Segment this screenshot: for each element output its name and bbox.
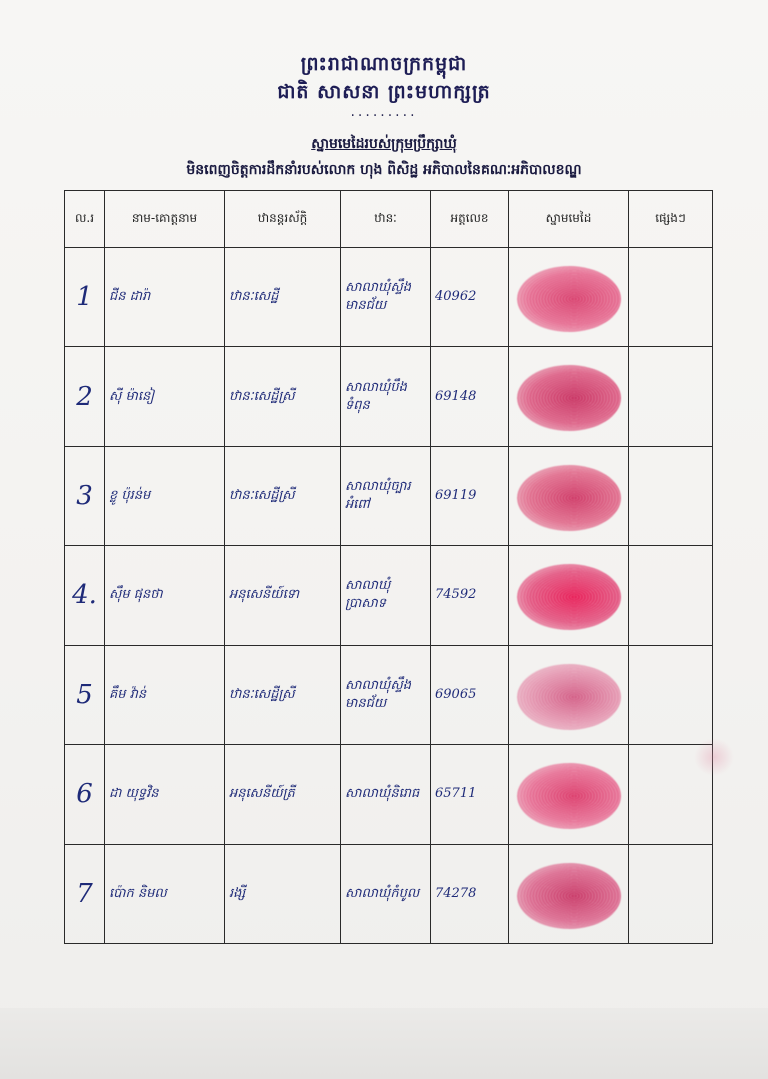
position-cell (341, 446, 431, 545)
row-no-cell (65, 248, 105, 347)
ink-smudge (694, 738, 734, 776)
rank-cell (225, 248, 341, 347)
header-name: នាម-គោត្តនាម (105, 191, 225, 248)
position-cell (341, 248, 431, 347)
thumbprint (517, 863, 621, 929)
row-number: 4. (72, 580, 97, 611)
thumbprint (517, 664, 621, 730)
header-rank: ឋានន្តរស័ក្តិ (225, 191, 341, 248)
table-row (65, 844, 713, 943)
member-name: ស៊ឹម ផុនថា (109, 587, 163, 603)
rank-cell (225, 546, 341, 645)
position-cell (341, 645, 431, 744)
document-subtitle: មិនពេញចិត្តការដឹកនាំរបស់លោក ហុង ពិសិដ្ឋ អភិបាលនៃគណៈអភិបាលខណ្ឌ (186, 162, 582, 178)
member-rank: អនុសេនីយ៍ត្រី (229, 786, 295, 802)
id-cell (431, 248, 509, 347)
position-cell (341, 546, 431, 645)
table-row (65, 645, 713, 744)
member-name: សុី ម៉ានៀ (109, 388, 155, 404)
header-thumbprint: ស្នាមមេដៃ (509, 191, 629, 248)
id-cell (431, 446, 509, 545)
member-position: សាលាឃុំបឹងទំពុន (345, 379, 407, 413)
row-number: 6 (76, 779, 93, 810)
other-cell (629, 645, 713, 744)
position-cell (341, 844, 431, 943)
header-ornament: ......... (350, 104, 418, 120)
other-cell (629, 248, 713, 347)
name-cell (105, 745, 225, 844)
thumbprint (517, 365, 621, 431)
id-cell (431, 546, 509, 645)
thumbprint-table (64, 190, 713, 944)
row-no-cell (65, 446, 105, 545)
thumbprint-cell (509, 645, 629, 744)
thumbprint (517, 763, 621, 829)
row-no-cell (65, 645, 105, 744)
member-position: សាលាឃុំស្ទឹងមានជ័យ (345, 280, 412, 314)
thumbprint (517, 465, 621, 531)
member-id: 40962 (435, 289, 477, 305)
member-name: ខ្លូ ប៉ុរន់ម (109, 488, 151, 504)
table-row (65, 546, 713, 645)
member-rank: រង្សី (229, 885, 246, 901)
thumbprint-cell (509, 248, 629, 347)
row-number: 1 (76, 282, 93, 313)
rank-cell (225, 844, 341, 943)
id-cell (431, 844, 509, 943)
page-bottom-edge (0, 1008, 768, 1079)
row-number: 5 (76, 679, 93, 710)
row-no-cell (65, 844, 105, 943)
id-cell (431, 745, 509, 844)
table-row (65, 446, 713, 545)
document-title: ស្នាមមេដៃរបស់ក្រុមប្រឹក្សាឃុំ (311, 136, 457, 152)
table-row (65, 248, 713, 347)
member-name: ប៉ោក និមល (109, 885, 167, 901)
thumbprint-cell (509, 546, 629, 645)
thumbprint-cell (509, 347, 629, 446)
rank-cell (225, 645, 341, 744)
position-cell (341, 745, 431, 844)
member-name: ជីន ដារ៉ា (109, 289, 151, 305)
other-cell (629, 446, 713, 545)
row-number: 7 (76, 878, 93, 909)
row-number: 2 (76, 381, 93, 412)
thumbprint (517, 266, 621, 332)
member-rank: ឋានៈសេដ្ឋី (229, 289, 279, 305)
name-cell (105, 248, 225, 347)
member-id: 69148 (435, 388, 477, 404)
rank-cell (225, 446, 341, 545)
rank-cell (225, 347, 341, 446)
member-id: 65711 (435, 786, 477, 802)
id-cell (431, 645, 509, 744)
thumbprint-cell (509, 745, 629, 844)
member-id: 74592 (435, 587, 477, 603)
name-cell (105, 844, 225, 943)
member-position: សាលាឃុំស្ទឹងមានជ័យ (345, 677, 412, 711)
row-no-cell (65, 745, 105, 844)
table-header-row (65, 191, 713, 248)
header-other: ផ្សេងៗ (629, 191, 713, 248)
kingdom-title: ព្រះរាជាណាចក្រកម្ពុជា (300, 53, 468, 75)
member-id: 74278 (435, 885, 477, 901)
other-cell (629, 546, 713, 645)
member-name: គឹម វ៉ាន់ (109, 686, 147, 702)
header-id: អត្តលេខ (431, 191, 509, 248)
name-cell (105, 347, 225, 446)
other-cell (629, 347, 713, 446)
thumbprint-cell (509, 844, 629, 943)
member-id: 69119 (435, 488, 477, 504)
header-position: ឋានៈ (341, 191, 431, 248)
member-position: សាលាឃុំច្បារអំពៅ (345, 479, 411, 513)
name-cell (105, 645, 225, 744)
table-row (65, 745, 713, 844)
row-number: 3 (76, 481, 93, 512)
row-no-cell (65, 347, 105, 446)
id-cell (431, 347, 509, 446)
member-rank: ឋានៈសេដ្ឋីស្រី (229, 488, 295, 504)
member-position: សាលាឃុំកំបូល (345, 885, 420, 901)
header-no: ល.រ (65, 191, 105, 248)
name-cell (105, 546, 225, 645)
rank-cell (225, 745, 341, 844)
name-cell (105, 446, 225, 545)
national-motto: ជាតិ សាសនា ព្រះមហាក្សត្រ (277, 81, 491, 103)
member-id: 69065 (435, 686, 477, 702)
other-cell (629, 844, 713, 943)
member-name: ដា យុទ្ធវិន (109, 786, 159, 802)
row-no-cell (65, 546, 105, 645)
member-rank: អនុសេនីយ៍ទោ (229, 587, 300, 603)
thumbprint-cell (509, 446, 629, 545)
member-position: សាលាឃុំប្រាសាទ (345, 578, 391, 612)
member-rank: ឋានៈសេដ្ឋីស្រី (229, 686, 295, 702)
member-position: សាលាឃុំនិរោធ (345, 786, 420, 802)
member-rank: ឋានៈសេដ្ឋីស្រី (229, 388, 295, 404)
table-row (65, 347, 713, 446)
thumbprint (517, 564, 621, 630)
position-cell (341, 347, 431, 446)
